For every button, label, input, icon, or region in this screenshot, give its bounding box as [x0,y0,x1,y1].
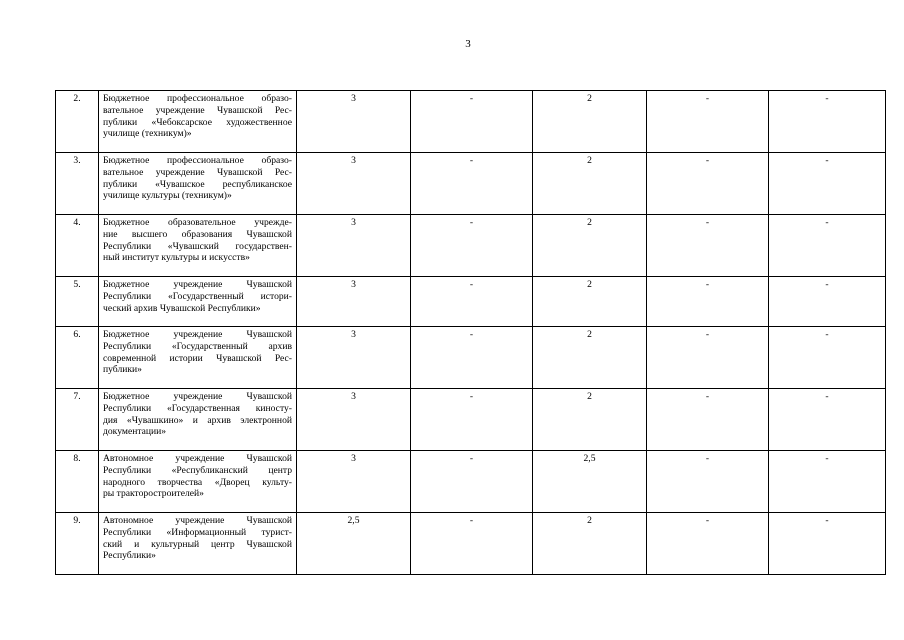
table-row [56,389,886,451]
value-cell-col-1: 3 [297,215,411,277]
table-row [56,277,886,327]
value-cell-col-5: - [769,389,886,451]
value-cell-col-5: - [769,215,886,277]
institution-name-line: Республики «Государственный истори- [103,290,292,302]
institution-name-line: Бюджетное учреждение Чувашской [103,391,292,402]
value-cell-col-5: - [769,451,886,513]
institution-name-cell [99,277,297,327]
value-cell-col-3: 2,5 [533,451,647,513]
row-number-cell: 7. [56,389,99,451]
institution-name-line: Республики «Информационный турист- [103,526,292,538]
page-number: 3 [465,38,471,50]
institution-name-line: Бюджетное учреждение Чувашской [103,279,292,290]
institution-name-line: Республики «Чувашский государствен- [103,240,292,252]
value-cell-col-3: 2 [533,327,647,389]
value-cell-col-2: - [411,215,533,277]
table-row [56,513,886,575]
value-cell-col-3: 2 [533,153,647,215]
row-number-cell: 4. [56,215,99,277]
institution-name-line: ный институт культуры и искусств» [103,252,250,264]
row-number-cell: 2. [56,91,99,153]
table-row [56,327,886,389]
value-cell-col-3: 2 [533,513,647,575]
value-cell-col-1: 3 [297,153,411,215]
value-cell-col-5: - [769,91,886,153]
value-cell-col-1: 3 [297,277,411,327]
institution-name-line: Республики «Республиканский центр [103,464,292,476]
institution-name-line: публики» [103,364,142,376]
value-cell-col-4: - [647,327,769,389]
institution-name-line: Автономное учреждение Чувашской [103,453,292,464]
institution-name-line: училище культуры (техникум)» [103,190,232,202]
value-cell-col-1: 3 [297,389,411,451]
institution-name-cell [99,451,297,513]
row-number-cell: 8. [56,451,99,513]
institution-name-line: Автономное учреждение Чувашской [103,515,292,526]
institution-name-line: ский и культурный центр Чувашской [103,538,292,550]
value-cell-col-4: - [647,91,769,153]
table-row [56,451,886,513]
table-row [56,153,886,215]
value-cell-col-2: - [411,451,533,513]
institution-name-line: Республики «Государственный архив [103,340,292,352]
table-body [56,91,886,575]
institution-name-line: народного творчества «Дворец культу- [103,476,292,488]
institution-name-line: Республики «Государственная киносту- [103,402,292,414]
value-cell-col-2: - [411,389,533,451]
row-number-cell: 5. [56,277,99,327]
value-cell-col-3: 2 [533,215,647,277]
value-cell-col-4: - [647,215,769,277]
institution-name-line: Бюджетное образовательное учрежде- [103,217,292,228]
row-number-cell: 3. [56,153,99,215]
value-cell-col-4: - [647,451,769,513]
institution-name-cell [99,153,297,215]
value-cell-col-2: - [411,513,533,575]
institution-name-line: ры тракторостроителей» [103,488,204,500]
institution-name-line: ческий архив Чувашской Республики» [103,302,261,314]
institution-name-line: вательное учреждение Чувашской Рес- [103,104,292,116]
institution-name-cell [99,91,297,153]
value-cell-col-3: 2 [533,277,647,327]
institution-name-line: публики «Чебоксарское художественное [103,116,292,128]
value-cell-col-5: - [769,513,886,575]
institution-name-line: училище (техникум)» [103,128,192,140]
value-cell-col-4: - [647,277,769,327]
institution-name-line: публики «Чувашское республиканское [103,178,292,190]
institution-name-cell [99,215,297,277]
value-cell-col-5: - [769,153,886,215]
institutions-table [55,90,886,575]
row-number-cell: 6. [56,327,99,389]
value-cell-col-4: - [647,513,769,575]
institution-name-line: Бюджетное профессиональное образо- [103,155,292,166]
value-cell-col-1: 3 [297,91,411,153]
value-cell-col-5: - [769,327,886,389]
institution-name-line: документации» [103,426,167,438]
value-cell-col-1: 3 [297,451,411,513]
value-cell-col-2: - [411,91,533,153]
value-cell-col-3: 2 [533,91,647,153]
institution-name-line: дия «Чувашкино» и архив электронной [103,414,292,426]
table-row [56,215,886,277]
value-cell-col-4: - [647,153,769,215]
institution-name-line: Республики» [103,550,156,562]
value-cell-col-2: - [411,153,533,215]
institution-name-line: Бюджетное учреждение Чувашской [103,329,292,340]
value-cell-col-3: 2 [533,389,647,451]
institution-name-cell [99,389,297,451]
value-cell-col-5: - [769,277,886,327]
value-cell-col-1: 3 [297,327,411,389]
institution-name-line: ние высшего образования Чувашской [103,228,292,240]
row-number-cell: 9. [56,513,99,575]
institution-name-line: современной истории Чувашской Рес- [103,352,292,364]
value-cell-col-4: - [647,389,769,451]
institution-name-cell [99,327,297,389]
value-cell-col-1: 2,5 [297,513,411,575]
value-cell-col-2: - [411,277,533,327]
institution-name-line: Бюджетное профессиональное образо- [103,93,292,104]
institution-name-cell [99,513,297,575]
table-row [56,91,886,153]
value-cell-col-2: - [411,327,533,389]
institution-name-line: вательное учреждение Чувашской Рес- [103,166,292,178]
